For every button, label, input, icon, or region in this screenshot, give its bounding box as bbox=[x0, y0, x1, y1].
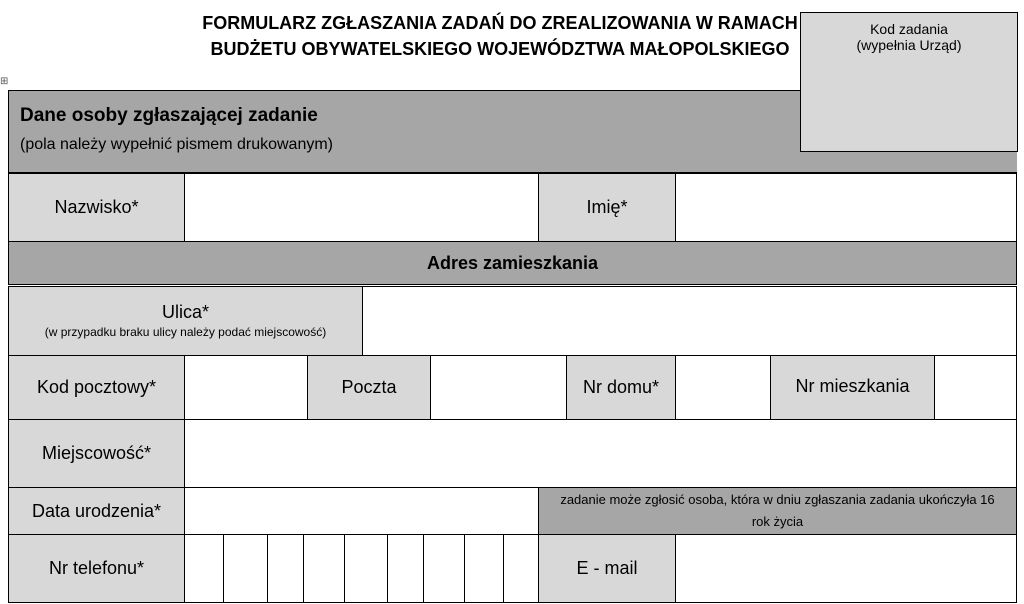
phone-digit-cell[interactable] bbox=[503, 534, 539, 603]
phone-digit-cell[interactable] bbox=[267, 534, 304, 603]
first-name-field[interactable] bbox=[675, 173, 1017, 242]
surname-label: Nazwisko* bbox=[8, 173, 185, 242]
postal-code-label: Kod pocztowy* bbox=[8, 355, 185, 420]
surname-field[interactable] bbox=[184, 173, 539, 242]
task-code-label: Kod zadania bbox=[870, 21, 948, 37]
form-title bbox=[190, 10, 810, 62]
phone-label: Nr telefonu* bbox=[8, 534, 185, 603]
email-field[interactable] bbox=[675, 534, 1017, 603]
task-code-note: (wypełnia Urząd) bbox=[856, 37, 962, 53]
house-number-field[interactable] bbox=[675, 355, 771, 420]
form-title-line-1: FORMULARZ ZGŁASZANIA ZADAŃ DO ZREALIZOWANIA W RAMACH bbox=[202, 13, 798, 33]
birth-date-label: Data urodzenia* bbox=[8, 487, 185, 535]
street-label-note: (w przypadku braku ulicy należy podać miejscowość) bbox=[44, 325, 327, 340]
locality-field[interactable] bbox=[184, 419, 1017, 488]
phone-digit-cell[interactable] bbox=[223, 534, 268, 603]
address-section-header: Adres zamieszkania bbox=[8, 241, 1017, 285]
birth-date-field[interactable] bbox=[184, 487, 539, 535]
age-requirement-note: zadanie może zgłosić osoba, która w dniu zgłaszania zadania ukończyła 16 rok życia bbox=[538, 487, 1017, 535]
phone-digit-cell[interactable] bbox=[344, 534, 388, 603]
email-label: E - mail bbox=[538, 534, 676, 603]
form-title-line-2: BUDŻETU OBYWATELSKIEGO WOJEWÓDZTWA MAŁOPOLSKIEGO bbox=[210, 39, 790, 59]
phone-digit-cell[interactable] bbox=[387, 534, 424, 603]
post-office-field[interactable] bbox=[430, 355, 567, 420]
applicant-section-subtitle: (pola należy wypełnić pismem drukowanym) bbox=[20, 136, 334, 153]
house-number-label: Nr domu* bbox=[566, 355, 676, 420]
first-name-label: Imię* bbox=[538, 173, 676, 242]
street-label: Ulica* bbox=[161, 301, 209, 322]
task-code-box[interactable] bbox=[800, 12, 1018, 152]
phone-digit-cell[interactable] bbox=[184, 534, 224, 603]
phone-digit-cell[interactable] bbox=[464, 534, 504, 603]
postal-code-field[interactable] bbox=[184, 355, 308, 420]
apartment-number-label: Nr mieszkania bbox=[770, 355, 935, 420]
street-label-cell bbox=[8, 286, 363, 356]
street-field[interactable] bbox=[362, 286, 1017, 356]
apartment-number-field[interactable] bbox=[934, 355, 1017, 420]
table-move-handle-icon[interactable]: ⊞ bbox=[0, 76, 9, 87]
locality-label: Miejscowość* bbox=[8, 419, 185, 488]
phone-digit-cell[interactable] bbox=[423, 534, 465, 603]
phone-digit-cell[interactable] bbox=[303, 534, 345, 603]
post-office-label: Poczta bbox=[307, 355, 431, 420]
applicant-section-title: Dane osoby zgłaszającej zadanie bbox=[20, 105, 318, 126]
